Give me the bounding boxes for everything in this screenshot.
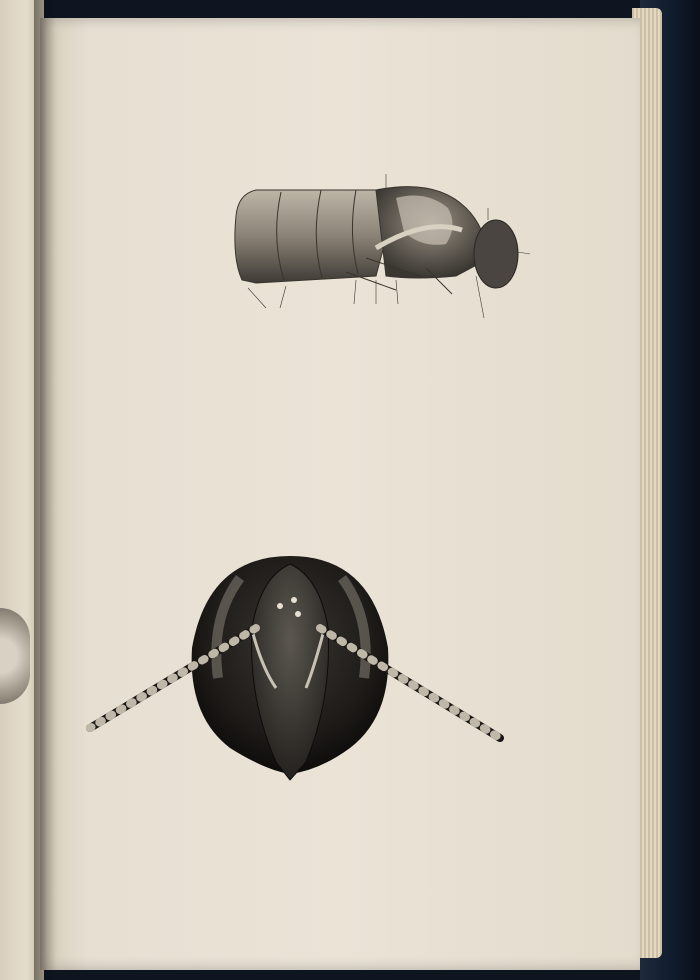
- right-page: [40, 18, 640, 970]
- book-gutter-shadow: [34, 0, 56, 980]
- figure-36-drone-head: [80, 548, 520, 788]
- figure-35-drone-pupa: [226, 168, 556, 338]
- left-page-figure: [0, 608, 30, 704]
